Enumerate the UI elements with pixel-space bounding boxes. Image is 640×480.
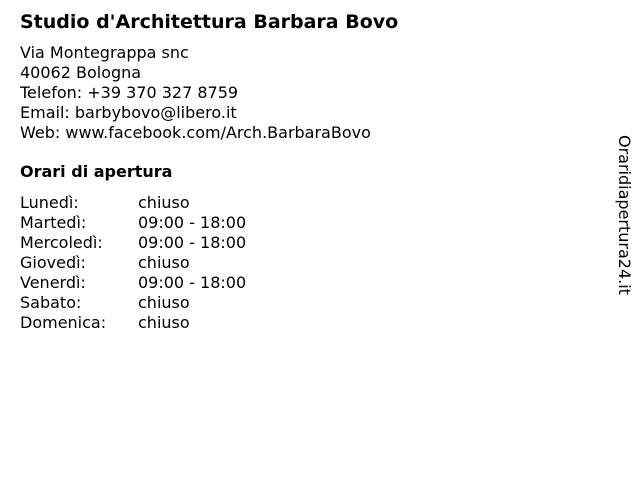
day-label: Giovedì: bbox=[20, 253, 86, 272]
email-line: Email: barbybovo@libero.it bbox=[20, 103, 237, 122]
day-label: Domenica: bbox=[20, 313, 107, 332]
address-city: 40062 Bologna bbox=[20, 63, 142, 82]
business-name: Studio d'Architettura Barbara Bovo bbox=[20, 11, 399, 33]
hours-row-saturday bbox=[20, 293, 580, 313]
day-label: Sabato: bbox=[20, 293, 82, 312]
website-line: Web: www.facebook.com/Arch.BarbaraBovo bbox=[20, 123, 371, 142]
hours-row-tuesday bbox=[20, 213, 580, 233]
day-hours: chiuso bbox=[138, 313, 190, 332]
day-hours: 09:00 - 18:00 bbox=[138, 213, 247, 232]
site-brand-watermark: Oraridiapertura24.it bbox=[615, 135, 634, 295]
opening-hours-heading: Orari di apertura bbox=[20, 162, 173, 181]
hours-row-thursday bbox=[20, 253, 580, 273]
day-hours: chiuso bbox=[138, 193, 190, 212]
hours-row-wednesday bbox=[20, 233, 580, 253]
hours-row-friday bbox=[20, 273, 580, 293]
day-label: Venerdì: bbox=[20, 273, 86, 292]
day-label: Lunedì: bbox=[20, 193, 79, 212]
day-hours: 09:00 - 18:00 bbox=[138, 233, 247, 252]
day-hours: chiuso bbox=[138, 293, 190, 312]
hours-row-monday bbox=[20, 193, 580, 213]
business-card bbox=[20, 9, 580, 333]
day-label: Mercoledì: bbox=[20, 233, 103, 252]
day-hours: 09:00 - 18:00 bbox=[138, 273, 247, 292]
hours-row-sunday bbox=[20, 313, 580, 333]
day-label: Martedì: bbox=[20, 213, 87, 232]
phone-line: Telefon: +39 370 327 8759 bbox=[20, 83, 239, 102]
contact-info bbox=[20, 43, 580, 143]
day-hours: chiuso bbox=[138, 253, 190, 272]
address-street: Via Montegrappa snc bbox=[20, 43, 189, 62]
opening-hours-table bbox=[20, 193, 580, 333]
